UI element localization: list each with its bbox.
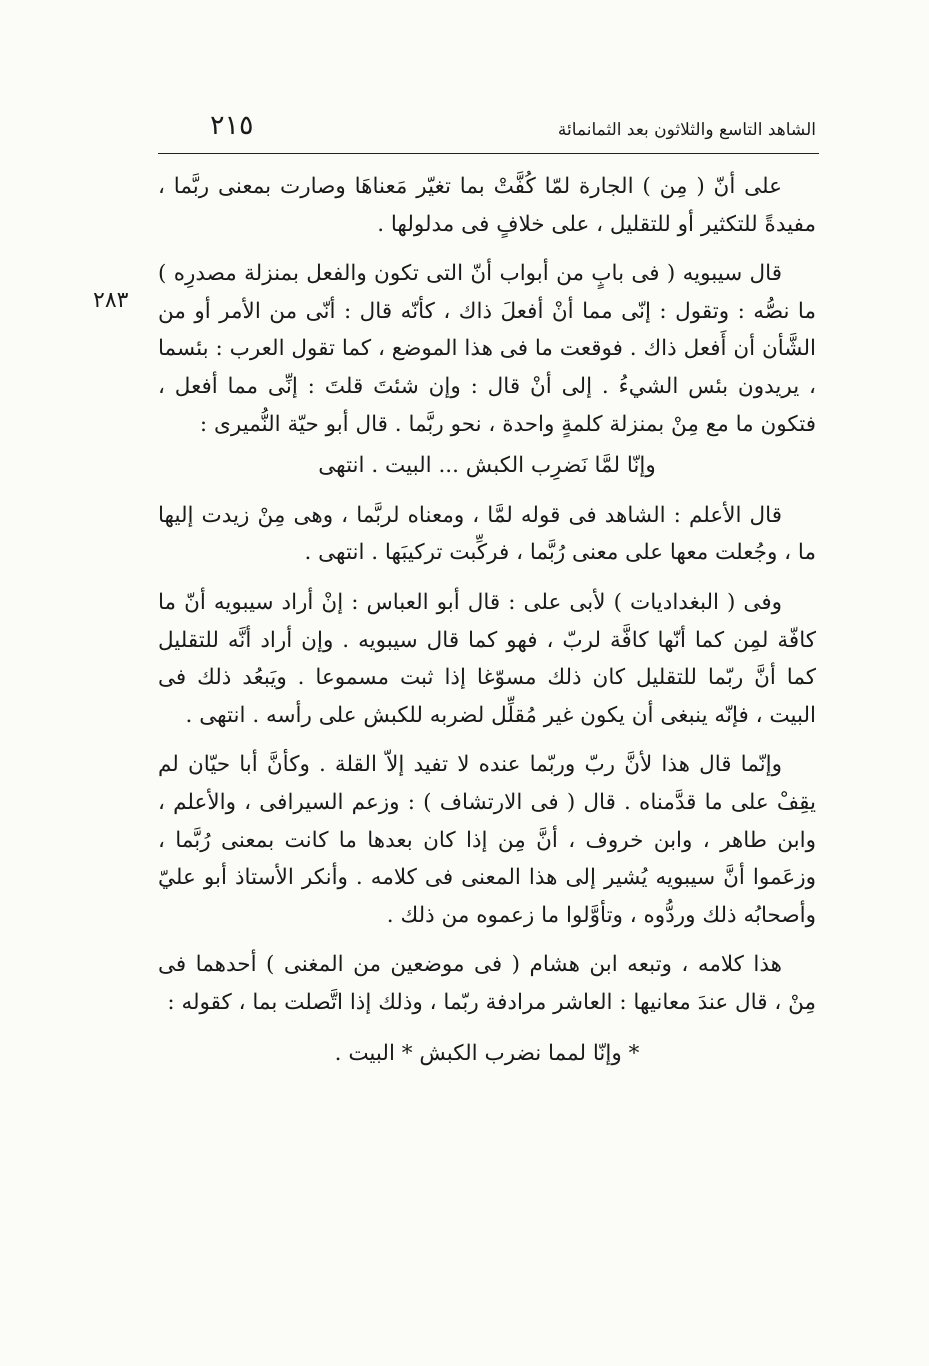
header-rule	[158, 153, 819, 154]
paragraph	[158, 168, 816, 243]
paragraph-text: هذا كلامه ، وتبعه ابن هشام ( فى موضعين من المغنى ) أحدهما فى مِنْ ، قال عندَ معانيها : العاشر مرادفة ربّما ، وذلك إذا اتَّصلت بما ، كقوله :	[158, 952, 816, 1015]
paragraph	[158, 255, 816, 443]
verse-line: * وإنّا لمما نضرب الكبش * البيت .	[334, 1041, 640, 1067]
paragraph	[158, 497, 816, 572]
paragraph	[158, 946, 816, 1021]
paragraph-text: وفى ( البغداديات ) لأبى على : قال أبو العباس : إنْ أراد سيبويه أنّ ما كافّة لمِن كما أنّها كافَّة لربّ ، فهو كما قال سيبويه . وإن أراد أنَّه للتقليل كما أنَّ ربّما للتقليل كان ذلك مسوّغا إذا ثبت مسموعا . ويَبعُد ذلك فى البيت ، فإنّه ينبغى أن يكون غير مُقلِّل لضربه للكبش على رأسه . انتهى .	[158, 589, 816, 728]
page-number: ٢١٥	[210, 110, 254, 141]
page-body	[158, 168, 816, 1073]
paragraph	[158, 746, 816, 934]
paragraph-text: وإنّما قال هذا لأنَّ ربّ وربّما عنده لا تفيد إلاّ القلة . وكأنَّ أبا حيّان لم يقِفْ على ما قدَّمناه . قال ( فى الارتشاف ) : وزعم السيرافى ، والأعلم ، وابن طاهر ، وابن خروف ، أنَّ مِن إذا كان بعدها ما كانت بمعنى رُبَّما ، وزعَموا أنَّ سيبويه يُشير إلى هذا المعنى فى كلامه . وأنكر الأستاذ أبو عليّ وأصحابُه ذلك وردُّوه ، وتأوَّلوا ما زعموه من ذلك .	[158, 752, 816, 928]
running-title: الشاهد التاسع والثلاثون بعد الثمانمائة	[557, 120, 816, 140]
paragraph-text: قال الأعلم : الشاهد فى قوله لمَّا ، ومعناه لربَّما ، وهى مِنْ زيدت إليها ما ، وجُعلت معها على معنى رُبَّما ، فركِّبت تركيبَها . انتهى .	[158, 502, 816, 566]
page-header	[158, 110, 816, 150]
paragraph-text: على أنّ ( مِن ) الجارة لمّا كُفَّتْ بما تغيّر مَعناهَا وصارت بمعنى ربَّما ، مفيدةً للتكثير أو للتقليل ، على خلافٍ فى مدلولها .	[158, 174, 816, 237]
paragraph	[158, 584, 816, 734]
paragraph-text: قال سيبويه ( فى بابٍ من أبواب أنّ التى تكون والفعل بمنزلة مصدرِه ) ما نصُّه : وتقول : إنّى مما أنْ أفعلَ ذاك ، كأنّه قال : أنّى من الأمر أو من الشَّأن أن أَفعل ذاك . فوقعت ما فى هذا الموضع ، كما تقول العرب : بئسما ، يريدون بئس الشيءُ . إلى أنْ قال : وإن شئتَ قلتَ : إنِّى مما أفعل ، فتكون ما مع مِنْ بمنزلة كلمةٍ واحدة ، نحو ربَّما . قال أبو حيّة النُّميرى :	[158, 261, 816, 437]
verse-line: وإنّا لمَّا نَضرِب الكبش ... البيت . انتهى	[318, 453, 656, 479]
margin-reference-number: ٢٨٣	[93, 288, 129, 313]
